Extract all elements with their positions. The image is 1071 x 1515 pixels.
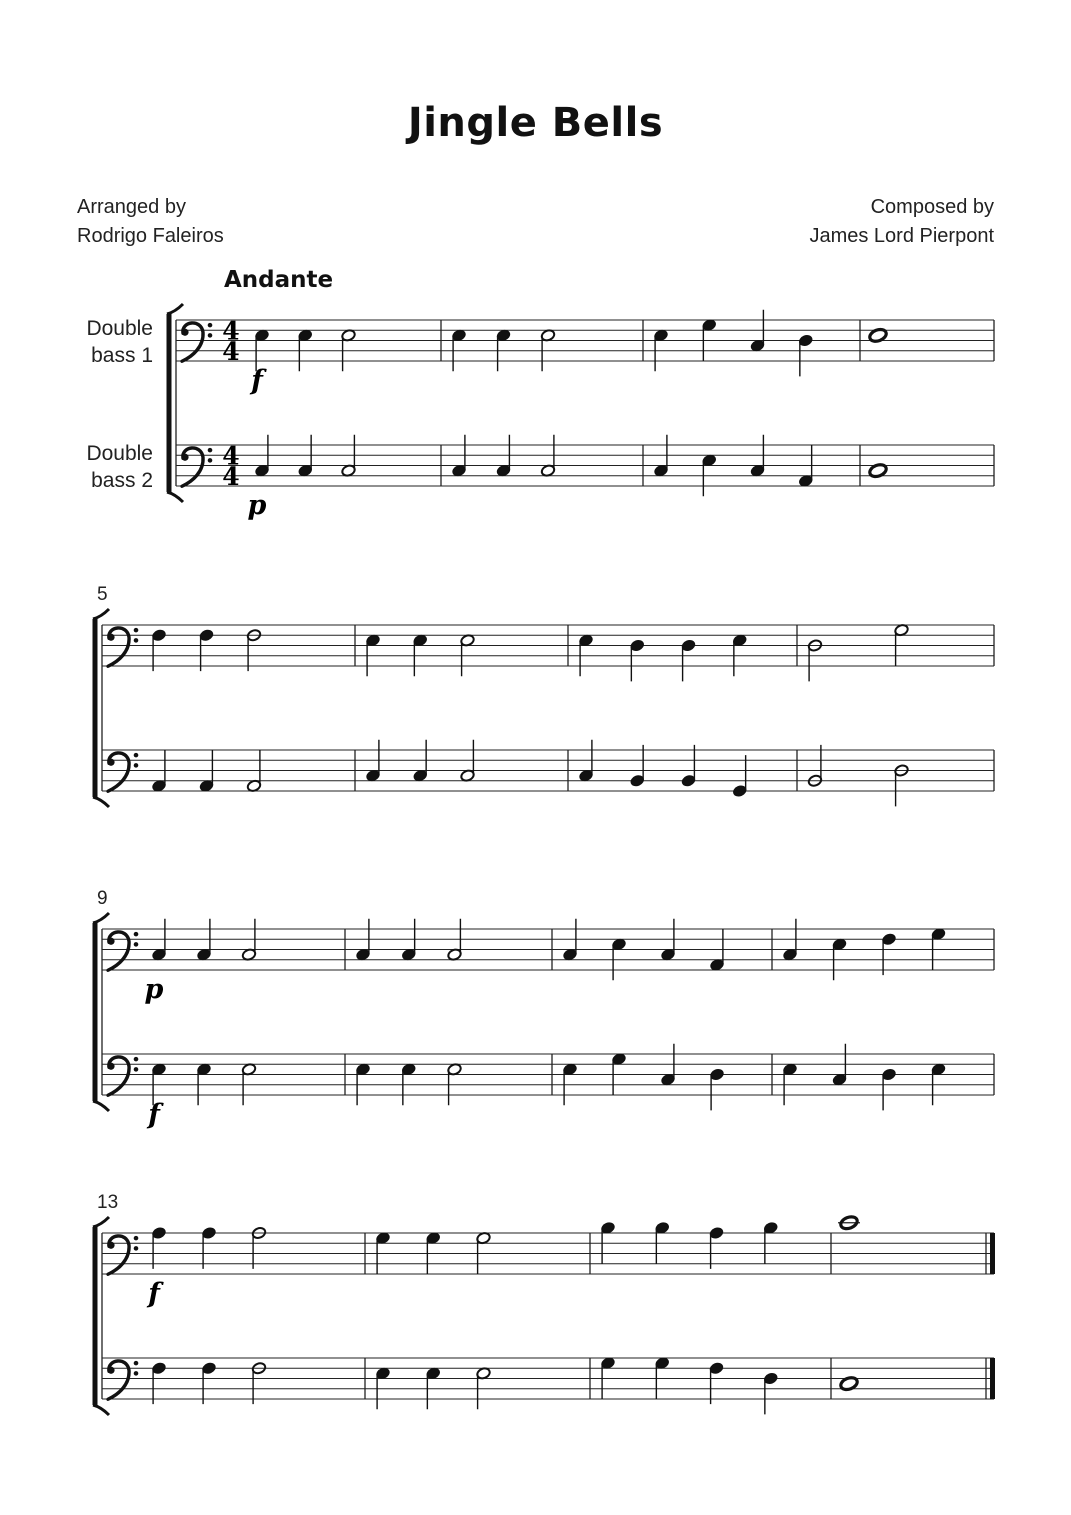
bass-clef-icon [134,1361,139,1366]
instrument-label-line: Double [86,317,153,340]
instrument-label-line: Double [86,442,153,465]
measure-number: 9 [97,888,108,909]
system-bracket [93,1101,109,1111]
composer-caption: Composed by [870,196,994,218]
bass-clef-icon [181,454,188,461]
dynamic-marking: f [251,365,263,396]
bass-clef-icon [134,1067,139,1072]
bass-clef-icon [107,938,114,945]
bass-clef-icon [134,1246,139,1251]
instrument-label-line: bass 1 [91,344,153,367]
bass-clef-icon [134,753,139,758]
bass-clef-icon [134,942,139,947]
bass-clef-icon [208,448,213,453]
bass-clef-icon [134,763,139,768]
system-bracket [93,797,109,807]
time-signature-denominator: 4 [222,337,240,366]
measure-number: 13 [97,1192,119,1213]
bass-clef-icon [107,634,114,641]
system-bracket [93,1405,109,1415]
tempo-marking: Andante [224,267,334,293]
bass-clef-icon [134,638,139,643]
bass-clef-icon [107,1242,114,1249]
bass-clef-icon [208,323,213,328]
final-barline [990,1358,995,1399]
dynamic-marking: f [148,1278,160,1309]
system-bracket [167,492,183,502]
arranger-name: Rodrigo Faleiros [77,225,224,247]
time-signature-numerator: 4 [222,316,240,346]
bass-clef-icon [208,458,213,463]
dynamic-marking: p [247,490,267,521]
dynamic-marking: f [148,1099,160,1130]
instrument-label-line: bass 2 [91,469,153,492]
measure-number: 5 [97,584,108,605]
bass-clef-icon [107,1367,114,1374]
bass-clef-icon [208,333,213,338]
bass-clef-icon [107,759,114,766]
bass-clef-icon [181,329,188,336]
final-barline [990,1233,995,1274]
time-signature-denominator: 4 [222,462,240,491]
bass-clef-icon [134,932,139,937]
system-bracket [93,1217,109,1227]
composer-name: James Lord Pierpont [809,225,994,247]
bass-clef-icon [107,1063,114,1070]
bass-clef-icon [134,1236,139,1241]
dynamic-marking: p [144,974,164,1005]
bass-clef-icon [134,1057,139,1062]
system-bracket [93,609,109,619]
arranger-caption: Arranged by [77,196,186,218]
time-signature-numerator: 4 [222,441,240,471]
system-bracket [167,304,183,314]
system-bracket [93,913,109,923]
score-title: Jingle Bells [407,100,664,146]
bass-clef-icon [134,628,139,633]
bass-clef-icon [134,1371,139,1376]
